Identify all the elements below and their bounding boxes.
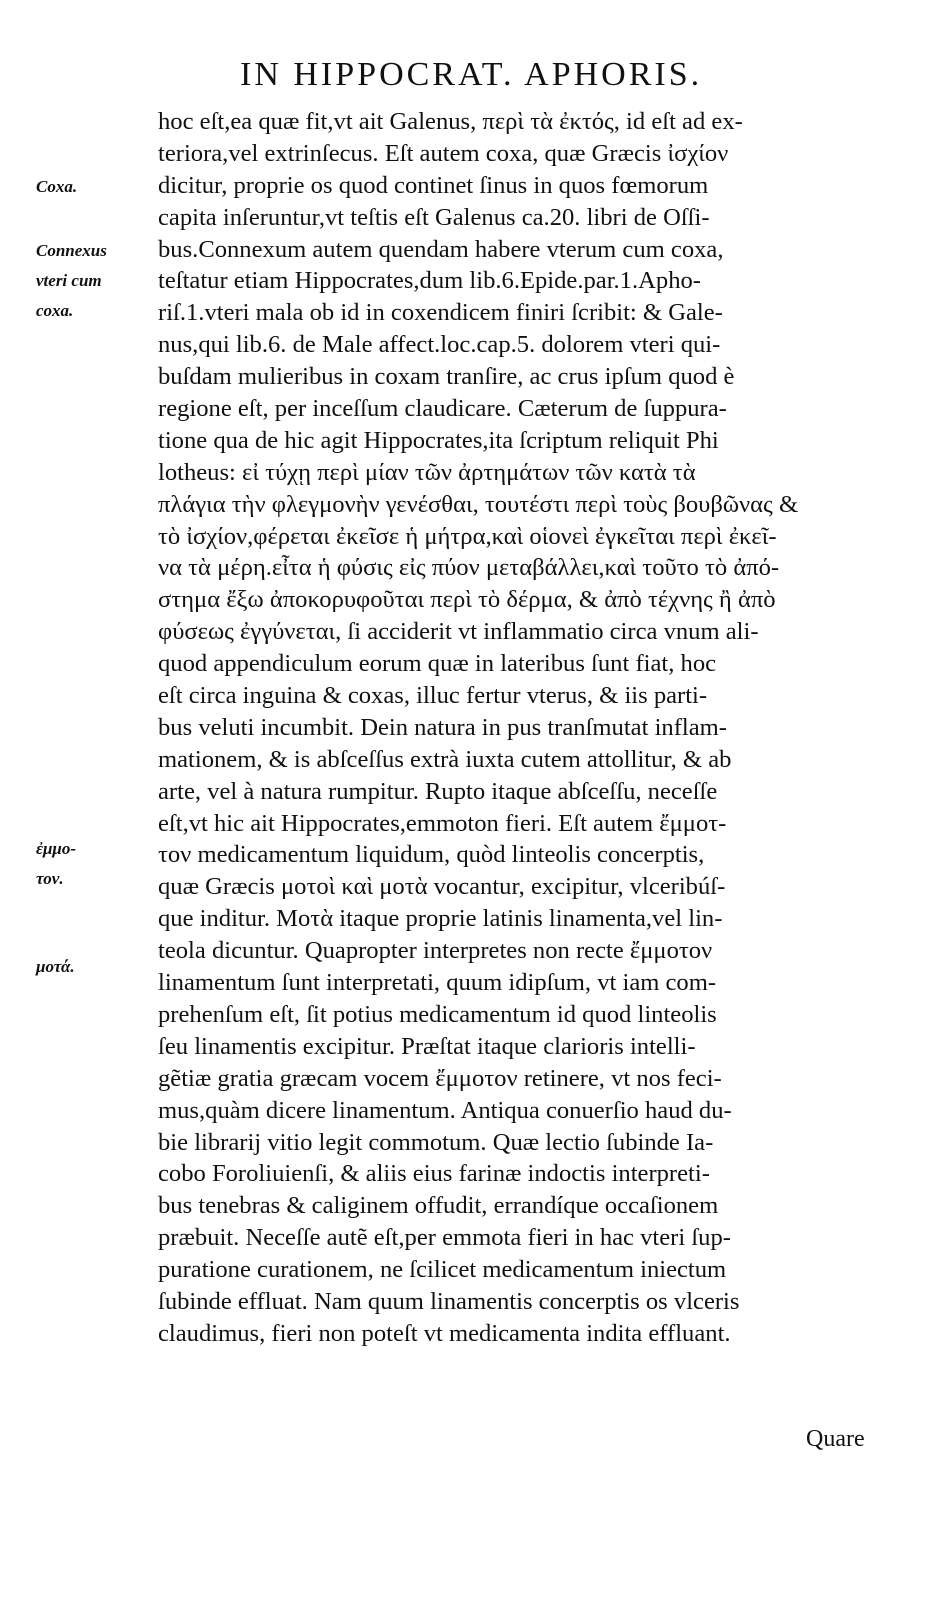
text-line: dicitur, proprie os quod continet ſinus in quos fœmorum	[158, 171, 709, 199]
text-line: regione eſt, per inceſſum claudicare. Cæterum de ſuppura-	[158, 395, 727, 423]
text-line: riſ.1.vteri mala ob id in coxendicem finiri ſcribit: & Gale-	[158, 299, 723, 327]
margin-note-mota	[36, 952, 75, 982]
text-line: τὸ ἰσχίον,φέρεται ἐκεῖσε ἡ μήτρα,καὶ οἱονεὶ ἐγκεῖται περὶ ἐκεῖ-	[158, 522, 777, 550]
running-header: IN HIPPOCRAT. APHORIS.	[240, 56, 703, 93]
text-line: bie librarij vitio legit commotum. Quæ lectio ſubinde Ia-	[158, 1128, 714, 1156]
text-line: buſdam mulieribus in coxam tranſire, ac crus ipſum quod è	[158, 363, 735, 391]
text-line: capita inſeruntur,vt teſtis eſt Galenus ca.20. libri de Oſſi-	[158, 203, 710, 231]
text-line: mus,quàm dicere linamentum. Antiqua conuerſio haud du-	[158, 1096, 732, 1124]
margin-note-line: μοτά.	[36, 957, 75, 976]
margin-note-connexus	[36, 236, 107, 326]
text-line: que inditur. Μοτὰ itaque proprie latinis linamenta,vel lin-	[158, 905, 723, 933]
text-line: prehenſum eſt, ſit potius medicamentum id quod linteolis	[158, 1000, 717, 1028]
text-line: eſt,vt hic ait Hippocrates,emmoton fieri. Eſt autem ἔμμοτ-	[158, 809, 727, 837]
text-line: quæ Græcis μοτοὶ καὶ μοτὰ vocantur, excipitur, vlceribúſ-	[158, 873, 726, 901]
margin-note-line: τον.	[36, 869, 64, 888]
text-line: præbuit. Neceſſe autẽ eſt,per emmota fieri in hac vteri ſup-	[158, 1224, 731, 1252]
text-line: τον medicamentum liquidum, quòd linteolis concerptis,	[158, 841, 705, 869]
text-line: nus,qui lib.6. de Male affect.loc.cap.5. dolorem vteri qui-	[158, 331, 721, 359]
margin-note-line: Coxa.	[36, 177, 78, 196]
catchword: Quare	[806, 1426, 865, 1452]
text-line: gẽtiæ gratia græcam vocem ἔμμοτον retinere, vt nos feci-	[158, 1064, 722, 1092]
text-line: φύσεως ἐγγύνεται, ſi acciderit vt inflammatio circa vnum ali-	[158, 618, 759, 646]
margin-note-line: Connexus	[36, 241, 107, 260]
text-line: να τὰ μέρη.εἶτα ἡ φύσις εἰς πύον μεταβάλλει,καὶ τοῦτο τὸ ἀπό-	[158, 554, 780, 582]
text-line: στημα ἔξω ἀποκορυφοῦται περὶ τὸ δέρμα, & ἀπὸ τέχνης ἢ ἀπὸ	[158, 586, 776, 614]
margin-note-line: ἐμμο-	[36, 839, 77, 858]
margin-note-coxa	[36, 172, 77, 202]
text-line: eſt circa inguina & coxas, illuc fertur vterus, & iis parti-	[158, 682, 708, 710]
text-line: bus veluti incumbit. Dein natura in pus tranſmutat inflam-	[158, 713, 727, 741]
text-line: quod appendiculum eorum quæ in lateribus ſunt fiat, hoc	[158, 650, 717, 678]
main-text-column	[158, 106, 870, 1350]
margin-note-line: coxa.	[36, 301, 74, 320]
text-line: puratione curationem, ne ſcilicet medicamentum iniectum	[158, 1256, 727, 1284]
text-line: πλάγια τὴν φλεγμονὴν γενέσθαι, τουτέστι περὶ τοὺς βουβῶνας &	[158, 490, 799, 518]
text-line: linamentum ſunt interpretati, quum idipſum, vt iam com-	[158, 969, 717, 997]
margin-note-line: vteri cum	[36, 271, 102, 290]
text-line: teſtatur etiam Hippocrates,dum lib.6.Epide.par.1.Apho-	[158, 267, 701, 295]
text-line: tione qua de hic agit Hippocrates,ita ſcriptum reliquit Phi	[158, 426, 719, 454]
text-line: ſubinde effluat. Nam quum linamentis concerptis os vlceris	[158, 1287, 740, 1315]
text-line: mationem, & is abſceſſus extrà iuxta cutem attollitur, & ab	[158, 745, 732, 773]
text-line: lotheus: εἰ τύχῃ περὶ μίαν τῶν ἀρτημάτων τῶν κατὰ τὰ	[158, 458, 696, 486]
text-line: arte, vel à natura rumpitur. Rupto itaque abſceſſu, neceſſe	[158, 777, 718, 805]
text-line: teriora,vel extrinſecus. Eſt autem coxa, quæ Græcis ἰσχίον	[158, 139, 729, 167]
text-line: bus.Connexum autem quendam habere vterum cum coxa,	[158, 235, 724, 263]
text-line: ſeu linamentis excipitur. Præſtat itaque clarioris intelli-	[158, 1032, 696, 1060]
margin-note-emmoton	[36, 834, 76, 894]
text-line: bus tenebras & caliginem offudit, errandíque occaſionem	[158, 1192, 719, 1220]
text-line: cobo Foroliuienſi, & aliis eius farinæ indoctis interpreti-	[158, 1160, 710, 1188]
text-line: hoc eſt,ea quæ fit,vt ait Galenus, περὶ τὰ ἐκτός, id eſt ad ex-	[158, 108, 743, 135]
text-line: claudimus, fieri non poteſt vt medicamenta indita effluant.	[158, 1319, 731, 1347]
text-line: teola dicuntur. Quapropter interpretes non recte ἔμμοτον	[158, 937, 713, 965]
